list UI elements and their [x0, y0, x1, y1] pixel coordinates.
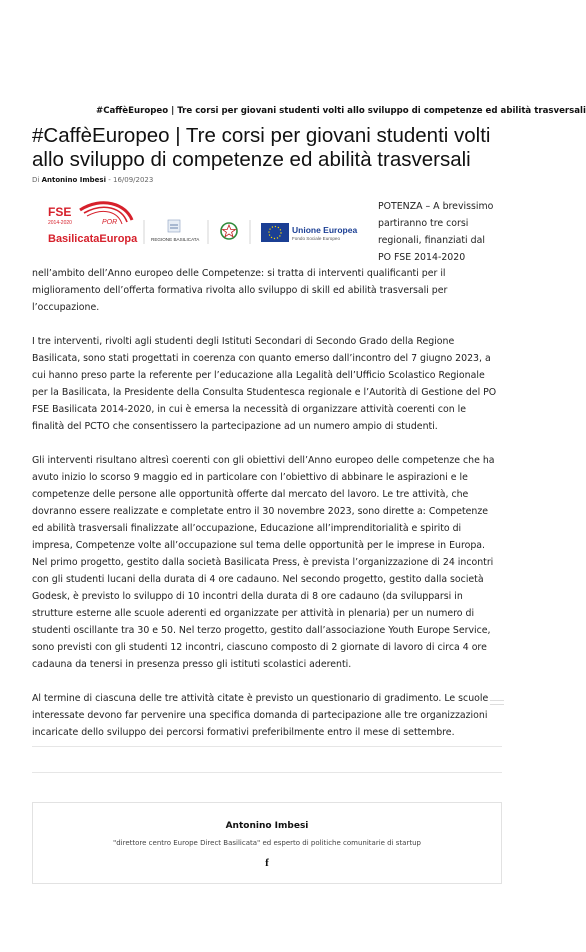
article-body — [32, 265, 502, 758]
text-line: miglioramento dell’offerta formativa rivolta allo sviluppo di skill ed abilità trasversali per — [32, 285, 448, 296]
text-line: I tre interventi, rivolti agli studenti degli Istituti Secondari di Secondo Grado della Regione — [32, 336, 455, 347]
meta-date: 16/09/2023 — [112, 176, 154, 184]
divider — [32, 746, 502, 747]
text-line: per la Basilicata, la Presidente della Consulta Studentesca regionale e l’Autorità di Gestione del PO — [32, 387, 497, 398]
lead-line: POTENZA – A brevissimo — [378, 201, 494, 212]
eu-title-text: Unione Europea — [292, 225, 358, 235]
basilicata-europa-text: BasilicataEuropa — [48, 233, 138, 245]
lead-line: regionali, finanziati dal — [378, 235, 485, 246]
text-line: competenze delle persone alle opportunità offerte dal mercato del lavoro. Le tre attività, che — [32, 489, 469, 500]
author-bio: "direttore centro Europe Direct Basilicata" ed esperto di politiche comunitarie di startup — [113, 839, 421, 847]
paragraph-interventions — [32, 333, 502, 435]
text-line: avuto inizio lo scorso 9 maggio ed in particolare con l’obiettivo di abbinare le aspirazioni e le — [32, 472, 468, 483]
text-line: con gli studenti lucani della durata di 4 ore cadauno. Nel secondo progetto, gestito dalla società — [32, 574, 484, 585]
text-line: finalità del PCTO che consentissero la partecipazione ad un numero ampio di studenti. — [32, 421, 438, 432]
author-name-link[interactable]: Antonino Imbesi — [225, 821, 309, 831]
text-line: incaricate dello sviluppo dei percorsi formativi preferibilmente entro il mese di settembre. — [32, 727, 455, 738]
meta-separator: - — [108, 176, 111, 184]
fse-text: FSE — [48, 205, 72, 219]
text-line: Basilicata, sono stati progettati in coerenza con quanto emerso dall’incontro del 7 giugno 2023, a — [32, 353, 491, 364]
text-line: Gli interventi risultano altresì coerenti con gli obiettivi dell’Anno europeo delle competenze che ha — [32, 455, 495, 466]
por-text: POR — [102, 219, 118, 226]
text-line: l’occupazione. — [32, 302, 100, 313]
lead-line: PO FSE 2014-2020 — [378, 252, 466, 263]
text-line: ed abilità trasversali finalizzate all’occupazione, Educazione all’imprenditorialità e spirito di — [32, 523, 462, 534]
eu-flag-icon — [261, 223, 289, 242]
regione-text: REGIONE BASILICATA — [151, 237, 200, 242]
text-line: impresa, Competenze volte all’occupazione sul tema delle opportunità per le imprese in Europa. — [32, 540, 486, 551]
scroll-indicator — [490, 704, 504, 705]
fse-years: 2014-2020 — [48, 220, 72, 226]
text-line: dovranno essere realizzate e completate entro il 30 novembre 2023, sono dirette a: Competenze — [32, 506, 489, 517]
funding-logos — [40, 198, 370, 250]
lead-paragraph — [378, 198, 504, 266]
breadcrumb[interactable]: #CaffèEuropeo | Tre corsi per giovani studenti volti allo sviluppo di competenze ed abilità trasversali — [96, 106, 586, 116]
text-line: FSE Basilicata 2014-2020, in cui è emersa la necessità di organizzare attività coerenti con le — [32, 404, 467, 415]
facebook-icon[interactable]: f — [265, 857, 269, 869]
author-box — [32, 802, 502, 884]
divider — [32, 772, 502, 773]
meta-by: Di — [32, 176, 40, 184]
text-line: cadauna da tenersi in presenza presso gli istituti scolastici aderenti. — [32, 659, 352, 670]
text-line: Godesk, è previsto lo sviluppo di 10 incontri della durata di 8 ore cadauno (da svilupparsi in — [32, 591, 463, 602]
text-line: nell’ambito dell’Anno europeo delle Competenze: si tratta di interventi qualificanti per il — [32, 268, 446, 279]
text-line: studenti oscillante tra 30 e 50. Nel terzo progetto, gestito dall’associazione Youth Europe Service, — [32, 625, 491, 636]
paragraph-projects — [32, 452, 502, 673]
scroll-indicator — [490, 700, 504, 701]
text-line: cui hanno preso parte la referente per l’educazione alla Legalità dell’Ufficio Scolastico Regionale — [32, 370, 485, 381]
fse-logo-icon — [48, 203, 138, 245]
article-meta — [32, 176, 153, 184]
text-line: interessate devono far pervenire una specifica domanda di partecipazione alle tre organizzazioni — [32, 710, 488, 721]
meta-author-link[interactable]: Antonino Imbesi — [41, 176, 106, 184]
lead-line: partiranno tre corsi — [378, 218, 469, 229]
italian-republic-emblem-icon — [221, 223, 237, 239]
regione-basilicata-crest-icon — [151, 220, 200, 242]
paragraph-intro-continued — [32, 265, 502, 316]
text-line: sono previsti con gli studenti 12 incontri, ciascuno composto di 2 giornate di lavoro di circa 4 ore — [32, 642, 487, 653]
text-line: strutture esterne alle scuole aderenti ed organizzate per attività in plenaria) per un numero di — [32, 608, 475, 619]
text-line: Nel primo progetto, gestito dalla società Basilicata Press, è prevista l’organizzazione di 24 incontri — [32, 557, 494, 568]
eu-subtitle-text: Fondo Sociale Europeo — [292, 236, 341, 241]
paragraph-questionnaire — [32, 690, 502, 741]
article-title: #CaffèEuropeo | Tre corsi per giovani studenti volti allo sviluppo di competenze ed abilità trasversali — [32, 124, 491, 171]
text-line: Al termine di ciascuna delle tre attività citate è previsto un questionario di gradimento. Le scuole — [32, 693, 489, 704]
